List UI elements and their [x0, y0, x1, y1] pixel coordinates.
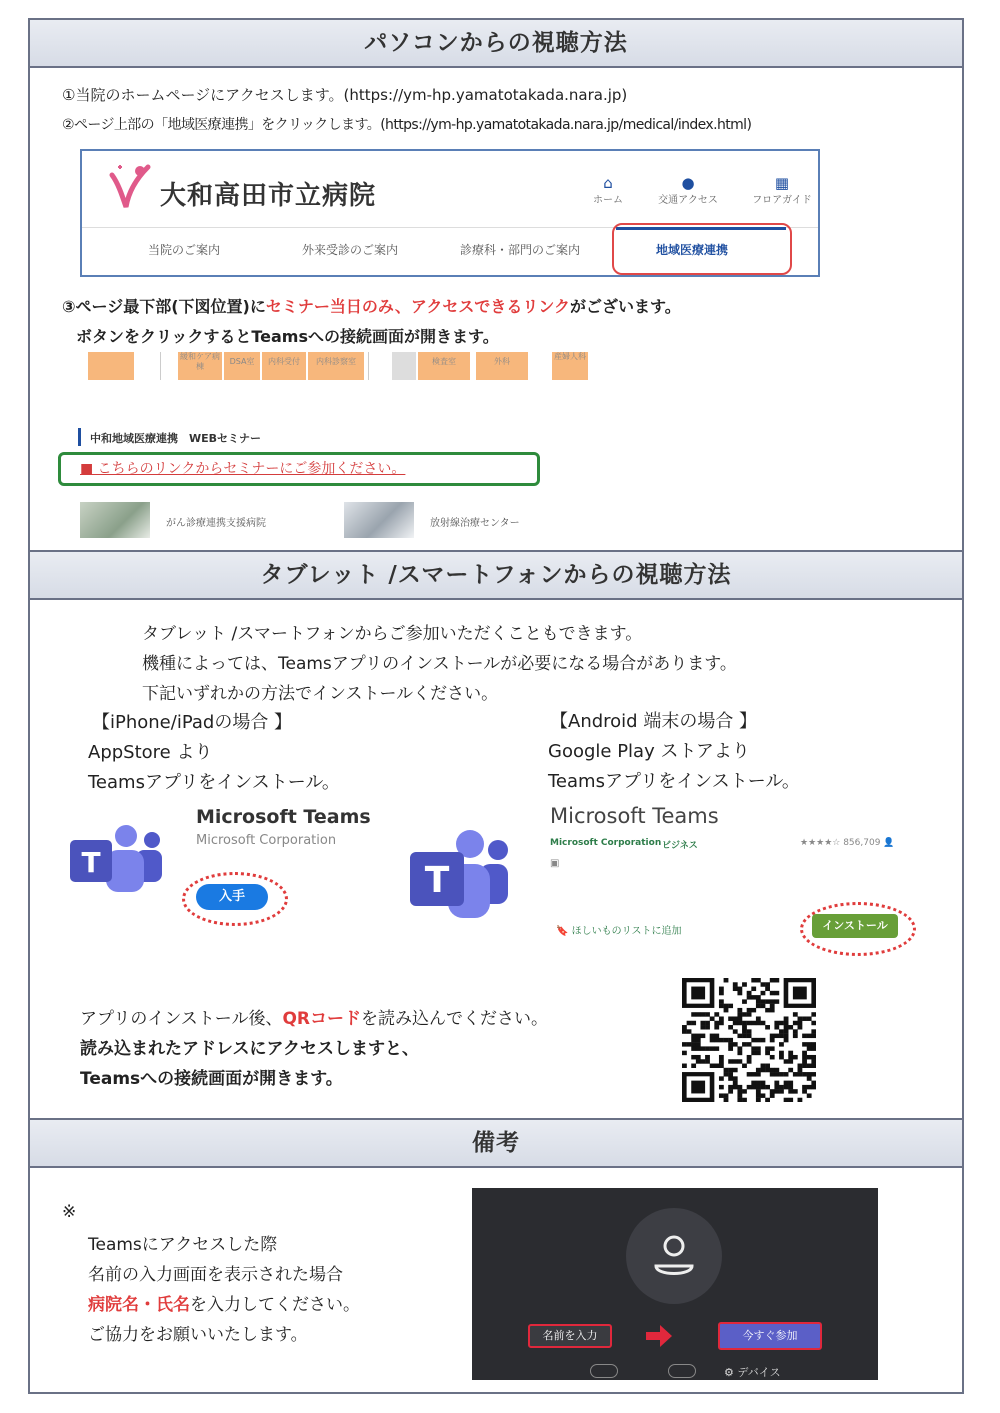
devices-button[interactable]: ⚙ デバイス	[724, 1366, 781, 1379]
tile	[88, 352, 134, 380]
android-publisher: Microsoft Corporation	[550, 838, 662, 848]
android-rating: ★★★★☆ 856,709 👤	[800, 838, 895, 848]
bookmark-icon: 🔖	[556, 926, 569, 937]
seminar-heading: 中和地域医療連携 WEBセミナー	[90, 432, 262, 445]
hospital-logo-icon	[104, 161, 156, 213]
ios-line1: AppStore より	[88, 742, 213, 763]
ios-heading: 【iPhone/iPadの場合 】	[92, 712, 293, 733]
floor-guide-icon: ▦	[774, 174, 790, 192]
footer-link-radiation[interactable]: 放射線治療センター	[430, 518, 520, 529]
notes-mark: ※	[62, 1202, 77, 1222]
android-line1: Google Play ストアより	[548, 741, 750, 762]
nav-about[interactable]: 当院のご案内	[148, 243, 221, 257]
tile: DSA室	[224, 352, 260, 380]
footer-link-cancer[interactable]: がん診療連携支援病院	[166, 518, 266, 529]
home-icon: ⌂	[603, 174, 613, 192]
ios-get-button[interactable]: 入手	[196, 884, 268, 910]
mobile-intro-1: タブレット /スマートフォンからご参加いただくこともできます。	[142, 624, 643, 644]
step3-line2: ボタンをクリックするとTeamsへの接続画面が開きます。	[76, 327, 499, 346]
hospital-name: 大和高田市立病院	[160, 181, 377, 211]
name-input-field[interactable]: 名前を入力	[528, 1324, 612, 1348]
pin-icon: ●	[681, 174, 695, 192]
svg-text:T: T	[81, 846, 101, 879]
step3-text: ③ページ最下部(下図位置)にセミナー当日のみ、アクセスできるリンクがございます。	[62, 297, 681, 316]
nav-departments[interactable]: 診療科・部門のご案内	[460, 243, 581, 257]
android-install-button[interactable]: インストール	[812, 914, 898, 938]
ios-publisher: Microsoft Corporation	[196, 833, 337, 848]
mobile-intro-2: 機種によっては、Teamsアプリのインストールが必要になる場合があります。	[142, 654, 737, 674]
notes-line2: 名前の入力画面を表示された場合	[88, 1265, 343, 1285]
tile: 外科	[476, 352, 528, 380]
ios-app-name: Microsoft Teams	[196, 806, 371, 828]
android-category: ビジネス	[662, 841, 698, 851]
tile: 内科受付	[262, 352, 306, 380]
teams-join-screenshot	[472, 1188, 878, 1380]
pc-section-title: パソコンからの視聴方法	[364, 30, 628, 56]
notes-line1: Teamsにアクセスした際	[88, 1235, 278, 1255]
tile: 緩和ケア病棟	[178, 352, 222, 380]
tile-divider	[160, 352, 161, 380]
android-line2: Teamsアプリをインストール。	[548, 771, 800, 792]
android-age-rating-icon: ▣	[550, 858, 560, 869]
ios-line2: Teamsアプリをインストール。	[88, 772, 340, 793]
join-now-button[interactable]: 今すぐ参加	[718, 1322, 822, 1350]
mic-toggle[interactable]	[668, 1364, 696, 1378]
nav-regional-cooperation[interactable]: 地域医療連携	[656, 243, 729, 257]
notes-line4: ご協力をお願いいたします。	[88, 1325, 308, 1345]
header-floor-guide[interactable]: ▦ フロアガイド	[746, 175, 818, 206]
notes-section-title: 備考	[472, 1130, 520, 1156]
android-wishlist[interactable]: 🔖 ほしいものリストに追加	[556, 926, 682, 937]
mobile-section-title: タブレット /スマートフォンからの視聴方法	[260, 562, 732, 588]
tile: 内科診察室	[308, 352, 364, 380]
tile-divider	[368, 352, 369, 380]
qr-line3: Teamsへの接続画面が開きます。	[80, 1069, 343, 1089]
radiation-center-thumbnail	[344, 502, 414, 538]
step2-text: ②ページ上部の「地域医療連携」をクリックします。(https://ym-hp.yamatotakada.nara.jp/medical/index.html)	[62, 117, 752, 133]
nav-outpatient[interactable]: 外来受診のご案内	[302, 243, 399, 257]
seminar-link[interactable]: ■ こちらのリンクからセミナーにご参加ください。	[80, 461, 406, 477]
arrow-right-icon	[644, 1324, 674, 1348]
android-heading: 【Android 端末の場合 】	[550, 711, 758, 732]
pc-section-header	[28, 18, 964, 68]
header-home[interactable]: ⌂ ホーム	[580, 175, 636, 206]
qr-line1: アプリのインストール後、QRコードを読み込んでください。	[80, 1009, 549, 1029]
camera-toggle[interactable]	[590, 1364, 618, 1378]
android-app-name: Microsoft Teams	[550, 804, 719, 828]
qr-code[interactable]	[682, 978, 816, 1102]
gear-icon: ⚙	[724, 1366, 734, 1379]
cancer-center-thumbnail	[80, 502, 150, 538]
seminar-heading-bar	[78, 428, 81, 446]
tile: 産婦人科	[552, 352, 588, 380]
header-access[interactable]: ● 交通アクセス	[652, 175, 724, 206]
notes-line3: 病院名・氏名を入力してください。	[88, 1295, 360, 1315]
hospital-site-screenshot	[80, 149, 820, 277]
notes-section-header	[28, 1118, 964, 1168]
tile: 検査室	[418, 352, 470, 380]
tile	[392, 352, 416, 380]
step1-text: ①当院のホームページにアクセスします。(https://ym-hp.yamatotakada.nara.jp)	[62, 86, 628, 104]
qr-line2: 読み込まれたアドレスにアクセスしますと、	[80, 1039, 419, 1059]
user-icon	[648, 1232, 700, 1284]
mobile-section-header	[28, 550, 964, 600]
svg-text:T: T	[424, 860, 450, 901]
nav-highlight-box	[612, 223, 792, 275]
teams-logo-icon	[66, 822, 166, 894]
teams-logo-icon	[408, 826, 512, 922]
mobile-intro-3: 下記いずれかの方法でインストールください。	[142, 684, 499, 704]
